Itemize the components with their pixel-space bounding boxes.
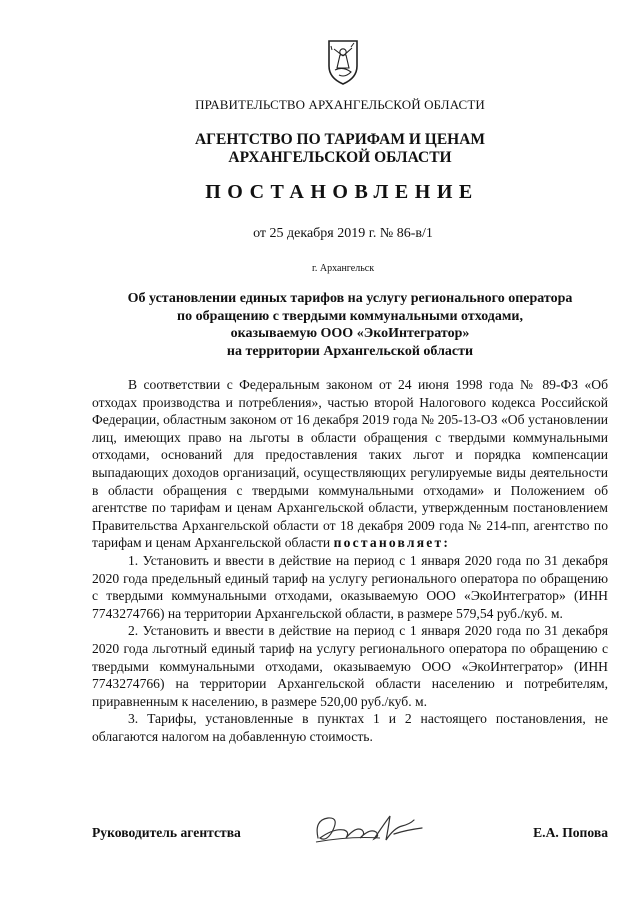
preamble-verb: постановляет: (333, 535, 451, 551)
item-1-paragraph: 1. Установить и ввести в действие на период с 1 января 2020 года по 31 декабря 2020 года предельный единый тариф на услугу регионального оператора по обращению с твердыми коммунальными отходами, оказываемую ООО «ЭкоИнтегратор» (ИНН 7743274766) на территории Архангельской области, в размере 579,54 руб./куб. м. (92, 552, 608, 621)
document-body (92, 376, 608, 745)
signatory-name: Е.А. Попова (533, 825, 608, 840)
heading-line3: оказываемую ООО «ЭкоИнтегратор» (230, 326, 470, 341)
document-type: ПОСТАНОВЛЕНИЕ (205, 181, 479, 203)
signature-block (92, 823, 608, 853)
coat-of-arms-icon (323, 38, 363, 86)
item-2-paragraph: 2. Установить и ввести в действие на период с 1 января 2020 года по 31 декабря 2020 года льготный единый тариф на услугу регионального оператора по обращению с твердыми коммунальными отходами, оказываемую ООО «ЭкоИнтегратор» (ИНН 7743274766) на территории Архангельской области населению и потребителям, приравненным к населению, в размере 520,00 руб./куб. м. (92, 623, 608, 709)
government-name: ПРАВИТЕЛЬСТВО АРХАНГЕЛЬСКОЙ ОБЛАСТИ (195, 97, 485, 112)
item-3-paragraph: 3. Тарифы, установленные в пунктах 1 и 2 настоящего постановления, не облагаются налогом на добавленную стоимость. (92, 711, 608, 744)
heading-line1: Об установлении единых тарифов на услугу регионального оператора (127, 291, 573, 306)
document-date-number: от 25 декабря 2019 г. № 86-в/1 (253, 226, 433, 241)
signatory-title: Руководитель агентства (92, 825, 241, 840)
heading-line2: по обращению с твердыми коммунальными отходами, (177, 308, 523, 324)
heading-line4: на территории Архангельской области (226, 343, 474, 359)
preamble-text: В соответствии с Федеральным законом от 24 июня 1998 года № 89-ФЗ «Об отходах производства и потребления», частью второй Налогового кодекса Российской Федерации, областным законом от 16 декабря 2019 года № 205-13-ОЗ «Об установлении лиц, имеющих право на льготы в области обращения с твердыми коммунальными отходами, оснований для предоставления таких льгот и порядка компенсации выпадающих доходов организаций, осуществляющих регулируемые виды деятельности в области обращения с твердыми коммунальными отходами» и Положением об агентстве по тарифам и ценам Архангельской области, утвержденным постановлением Правительства Архангельской области от 18 декабря 2009 года № 214-пп, агентство по тарифам и ценам Архангельской области (92, 377, 608, 551)
document-city: г. Архангельск (311, 263, 375, 274)
document-heading (0, 290, 640, 360)
agency-name-line1: АГЕНТСТВО ПО ТАРИФАМ И ЦЕНАМ (194, 131, 486, 148)
agency-name-line2: АРХАНГЕЛЬСКОЙ ОБЛАСТИ (228, 149, 452, 166)
handwritten-signature (310, 808, 430, 853)
agency-name (0, 131, 640, 167)
preamble-paragraph (92, 376, 608, 552)
